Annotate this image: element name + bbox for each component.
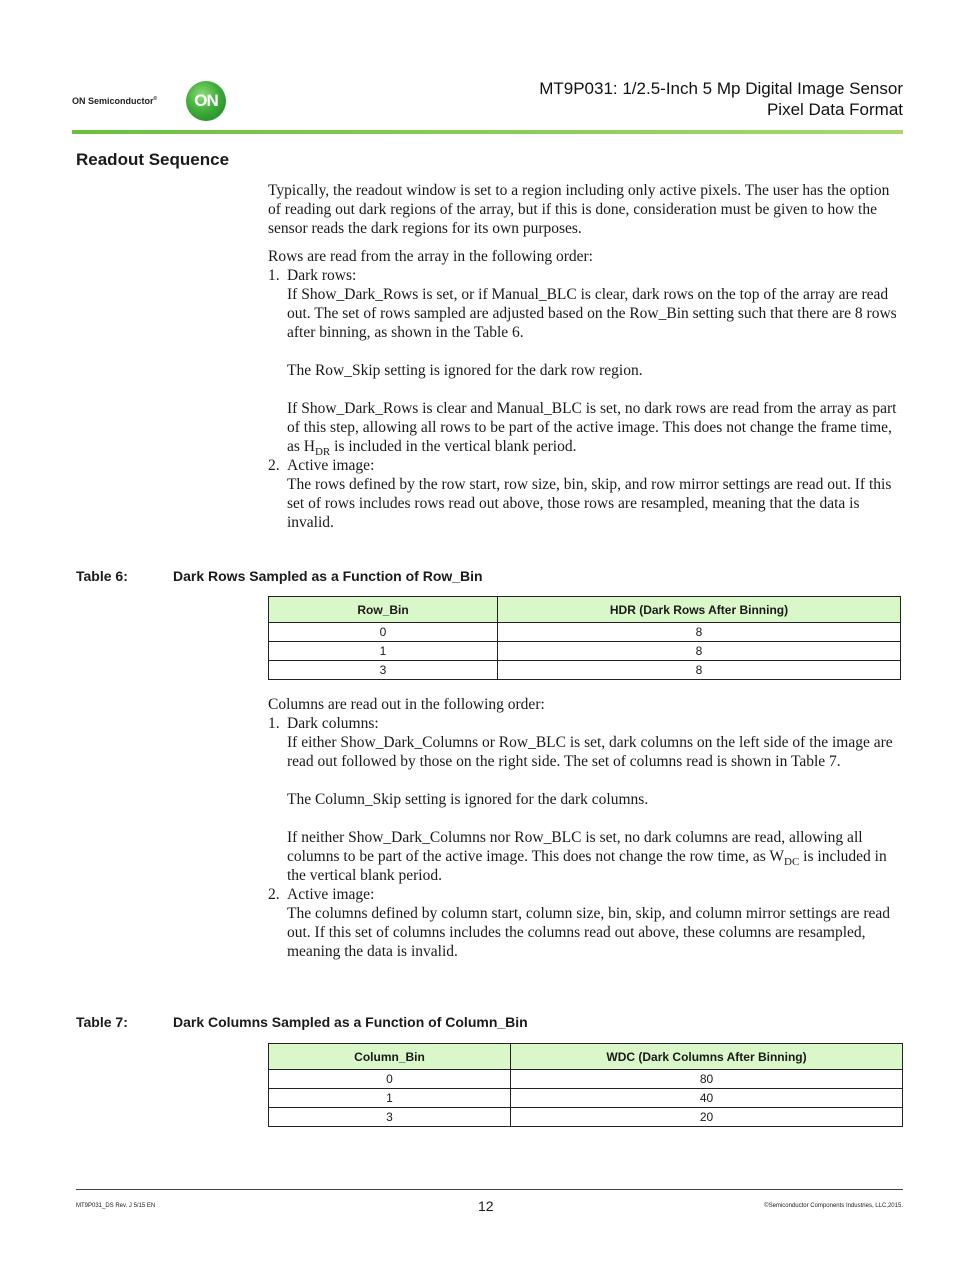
list-number: 2. (268, 886, 280, 903)
table-header-row (269, 597, 901, 623)
page-number: 12 (478, 1198, 494, 1214)
table-cell: 0 (269, 1070, 511, 1089)
table6-caption (76, 568, 483, 584)
list-item (268, 266, 902, 459)
list-item-paragraph (287, 399, 902, 459)
list-item (268, 456, 902, 532)
list-item-paragraph: The rows defined by the row start, row size, bin, skip, and row mirror settings are read out. If this set of rows includes rows read out above, those rows are resampled, meaning that the data is invalid. (287, 476, 892, 531)
footer-copyright: ©Semiconductor Components Industries, LLC,2015. (764, 1203, 903, 1209)
company-name: ON Semiconductor® (72, 96, 158, 106)
rows-intro: Rows are read from the array in the following order: (268, 248, 593, 265)
list-item-title: Dark rows: (287, 267, 357, 284)
list-number: 2. (268, 457, 280, 474)
section-title: Readout Sequence (76, 150, 230, 169)
list-item-paragraph: The columns defined by column start, column size, bin, skip, and column mirror settings are read out. If this set of columns includes the columns read out above, these columns are resampled, meaning the data is invalid. (287, 905, 891, 960)
table-cell: 3 (269, 1108, 511, 1127)
table-header-row (269, 1044, 903, 1070)
list-item (268, 714, 902, 885)
table-row (269, 623, 901, 642)
table-cell: 0 (269, 623, 498, 642)
table-cell: 1 (269, 1089, 511, 1108)
text-run: is included in the vertical blank period. (330, 438, 577, 455)
list-number: 1. (268, 267, 280, 284)
list-item-title: Active image: (287, 886, 375, 903)
table7 (268, 1043, 903, 1127)
list-item-paragraph (287, 828, 902, 885)
subscript: DC (784, 856, 800, 869)
table7-label: Table 7: (76, 1014, 128, 1030)
list-item-paragraph: The Row_Skip setting is ignored for the dark row region. (287, 362, 643, 379)
list-item-paragraph: If Show_Dark_Rows is set, or if Manual_BLC is clear, dark rows on the top of the array are read out. The set of rows sampled are adjusted based on the Row_Bin setting such that there are 8 rows after binning, as shown in the Table 6. (287, 286, 897, 341)
table-row (269, 642, 901, 661)
intro-paragraph: Typically, the readout window is set to a region including only active pixels. The user has the option of reading out dark regions of the array, but if this is done, consideration must be given to how the sensor reads the dark regions for its own purposes. (268, 182, 890, 237)
subscript: DR (314, 446, 331, 459)
list-item-title: Active image: (287, 457, 375, 474)
document-title (539, 78, 903, 120)
table6 (268, 596, 901, 680)
table-row (269, 661, 901, 680)
table6-label: Table 6: (76, 568, 128, 584)
list-item-title: Dark columns: (287, 715, 379, 732)
list-item (268, 885, 902, 961)
table-row (269, 1089, 903, 1108)
table6-title: Dark Rows Sampled as a Function of Row_Bin (173, 568, 483, 584)
list-item-paragraph: The Column_Skip setting is ignored for the dark columns. (287, 791, 649, 808)
table7-title: Dark Columns Sampled as a Function of Column_Bin (173, 1014, 528, 1030)
table-row (269, 1070, 903, 1089)
table-header-cell: WDC (Dark Columns After Binning) (511, 1044, 903, 1070)
on-logo-icon (186, 81, 226, 121)
table-cell: 8 (498, 642, 901, 661)
table-cell: 40 (511, 1089, 903, 1108)
list-item-paragraph: If either Show_Dark_Columns or Row_BLC is set, dark columns on the left side of the image are read out followed by those on the right side. The set of columns read is shown in Table 7. (287, 734, 893, 770)
table-header-cell: Column_Bin (269, 1044, 511, 1070)
table-header-cell: Row_Bin (269, 597, 498, 623)
text-run: If Show_Dark_Rows is clear and Manual_BLC is set, no dark rows are read from the array as part of this step, allowing all rows to be part of the active image. This does not change the frame time, as H (287, 400, 897, 455)
list-number: 1. (268, 715, 280, 732)
header-divider (72, 130, 903, 134)
document-title-line2: Pixel Data Format (766, 100, 903, 119)
table7-caption (76, 1014, 528, 1030)
table-header-cell: HDR (Dark Rows After Binning) (498, 597, 901, 623)
text-run: If neither Show_Dark_Columns nor Row_BLC is set, no dark columns are read, allowing all columns to be part of the active image. This does not change the row time, as W (287, 829, 863, 865)
table-cell: 1 (269, 642, 498, 661)
company-name-text: ON Semiconductor (72, 96, 154, 106)
table-cell: 8 (498, 623, 901, 642)
logo-text: ON (194, 91, 218, 110)
table-cell: 8 (498, 661, 901, 680)
columns-intro: Columns are read out in the following order: (268, 696, 545, 713)
table-row (269, 1108, 903, 1127)
footer-doc-id: MT9P031_DS Rev. J 5/15 EN (76, 1203, 156, 1209)
page-header (72, 78, 903, 134)
footer-divider (76, 1189, 903, 1190)
table-cell: 80 (511, 1070, 903, 1089)
text-run: is included in the vertical blank period. (287, 848, 887, 884)
table-cell: 20 (511, 1108, 903, 1127)
table-cell: 3 (269, 661, 498, 680)
rows-section (268, 181, 902, 532)
columns-section (268, 695, 902, 961)
document-title-line1: MT9P031: 1/2.5-Inch 5 Mp Digital Image Sensor (539, 79, 903, 98)
